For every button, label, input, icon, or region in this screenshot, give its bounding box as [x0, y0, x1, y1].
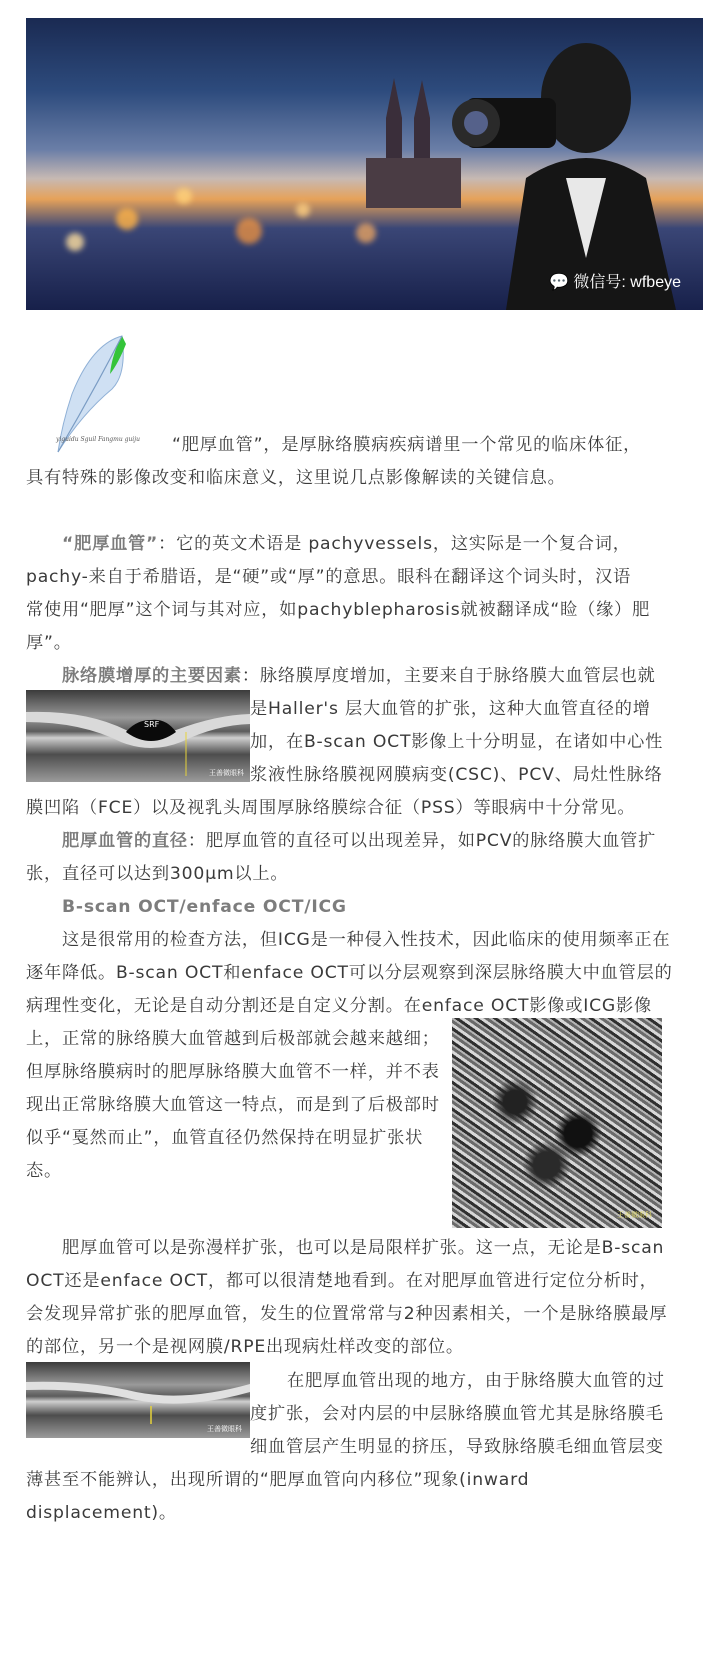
section-subtitle: B-scan OCT/enface OCT/ICG — [62, 897, 347, 917]
intro-line: 具有特殊的影像改变和临床意义，这里说几点影像解读的关键信息。 — [26, 468, 566, 488]
para-line: 上，正常的脉络膜大血管越到后极部就会越来越细； — [26, 1029, 440, 1049]
para-line: 现出正常脉络膜大血管这一特点，而是到了后极部时 — [26, 1095, 440, 1115]
para-line: 这是很常用的检查方法，但ICG是一种侵入性技术，因此临床的使用频率正在 — [62, 930, 671, 950]
para-line: 的部位，另一个是视网膜/RPE出现病灶样改变的部位。 — [26, 1337, 464, 1357]
para-line: 加，在B-scan OCT影像上十分明显，在诸如中心性 — [250, 732, 664, 752]
para-line: 肥厚血管可以是弥漫样扩张，也可以是局限样扩张。这一点，无论是B-scan — [62, 1238, 665, 1258]
para-line: 在肥厚血管出现的地方，由于脉络膜大血管的过 — [287, 1371, 665, 1391]
image-watermark: 王善微眼科 — [209, 769, 244, 777]
wechat-watermark: 💬 微信号: wfbeye — [549, 274, 681, 291]
enface-oct-image — [452, 1018, 662, 1228]
hero-image — [26, 18, 703, 310]
para-line: 逐年降低。B-scan OCT和enface OCT可以分层观察到深层脉络膜大中血管层的 — [26, 963, 673, 983]
para-line: 膜凹陷（FCE）以及视乳头周围厚脉络膜综合征（PSS）等眼病中十分常见。 — [26, 798, 636, 818]
para-line: 厚”。 — [26, 633, 72, 653]
para-vessel-diameter: 肥厚血管的直径：肥厚血管的直径可以出现差异，如PCV的脉络膜大血管扩 — [62, 831, 657, 851]
para-line: 病理性变化，无论是自动分割还是自定义分割。在enface OCT影像或ICG影像 — [26, 996, 653, 1016]
srf-label: SRF — [144, 720, 160, 729]
intro-line: “肥厚血管”，是厚脉络膜病疾病谱里一个常见的临床体征， — [172, 435, 642, 455]
oct-scan-image-displacement — [26, 1362, 250, 1438]
wechat-icon: 💬 — [549, 274, 569, 291]
para-pachyvessel-term: “肥厚血管”：它的英文术语是 pachyvessels，这实际是一个复合词， — [62, 534, 631, 554]
feather-caption: yiguidu Sguil Fangmu guiju — [56, 436, 140, 443]
para-line: 常使用“肥厚”这个词与其对应，如pachyblepharosis就被翻译成“睑（缘）肥 — [26, 600, 651, 620]
section-heading: “肥厚血管” — [62, 534, 159, 554]
para-line: 似乎“戛然而止”，血管直径仍然保持在明显扩张状 — [26, 1128, 424, 1148]
para-line: 态。 — [26, 1161, 62, 1181]
para-line: 薄甚至不能辨认，出现所谓的“肥厚血管向内移位”现象(inward — [26, 1470, 530, 1490]
para-line: pachy-来自于希腊语，是“硬”或“厚”的意思。眼科在翻译这个词头时，汉语 — [26, 567, 632, 587]
para-choroid-thickening: 脉络膜增厚的主要因素：脉络膜厚度增加，主要来自于脉络膜大血管层也就 — [62, 666, 656, 686]
para-line: 张，直径可以达到300μm以上。 — [26, 864, 289, 884]
para-line: 但厚脉络膜病时的肥厚脉络膜大血管不一样，并不表 — [26, 1062, 440, 1082]
para-line: 是Haller's 层大血管的扩张，这种大血管直径的增 — [250, 699, 651, 719]
photographer-graphic — [446, 28, 676, 310]
para-line: 细血管层产生明显的挤压，导致脉络膜毛细血管层变 — [250, 1437, 664, 1457]
oct-scan-image-srf — [26, 690, 250, 782]
image-watermark: 王善微眼科 — [617, 1211, 652, 1219]
para-line: 度扩张，会对内层的中层脉络膜血管尤其是脉络膜毛 — [250, 1404, 664, 1424]
para-line: 会发现异常扩张的肥厚血管，发生的位置常常与2种因素相关，一个是脉络膜最厚 — [26, 1304, 668, 1324]
para-line: displacement)。 — [26, 1503, 177, 1523]
section-heading: 肥厚血管的直径 — [62, 831, 188, 851]
section-heading: 脉络膜增厚的主要因素 — [62, 666, 242, 686]
para-line: 浆液性脉络膜视网膜病变(CSC)、PCV、局灶性脉络 — [250, 765, 663, 785]
para-line: OCT还是enface OCT，都可以很清楚地看到。在对肥厚血管进行定位分析时， — [26, 1271, 658, 1291]
image-watermark: 王善微眼科 — [207, 1425, 242, 1433]
